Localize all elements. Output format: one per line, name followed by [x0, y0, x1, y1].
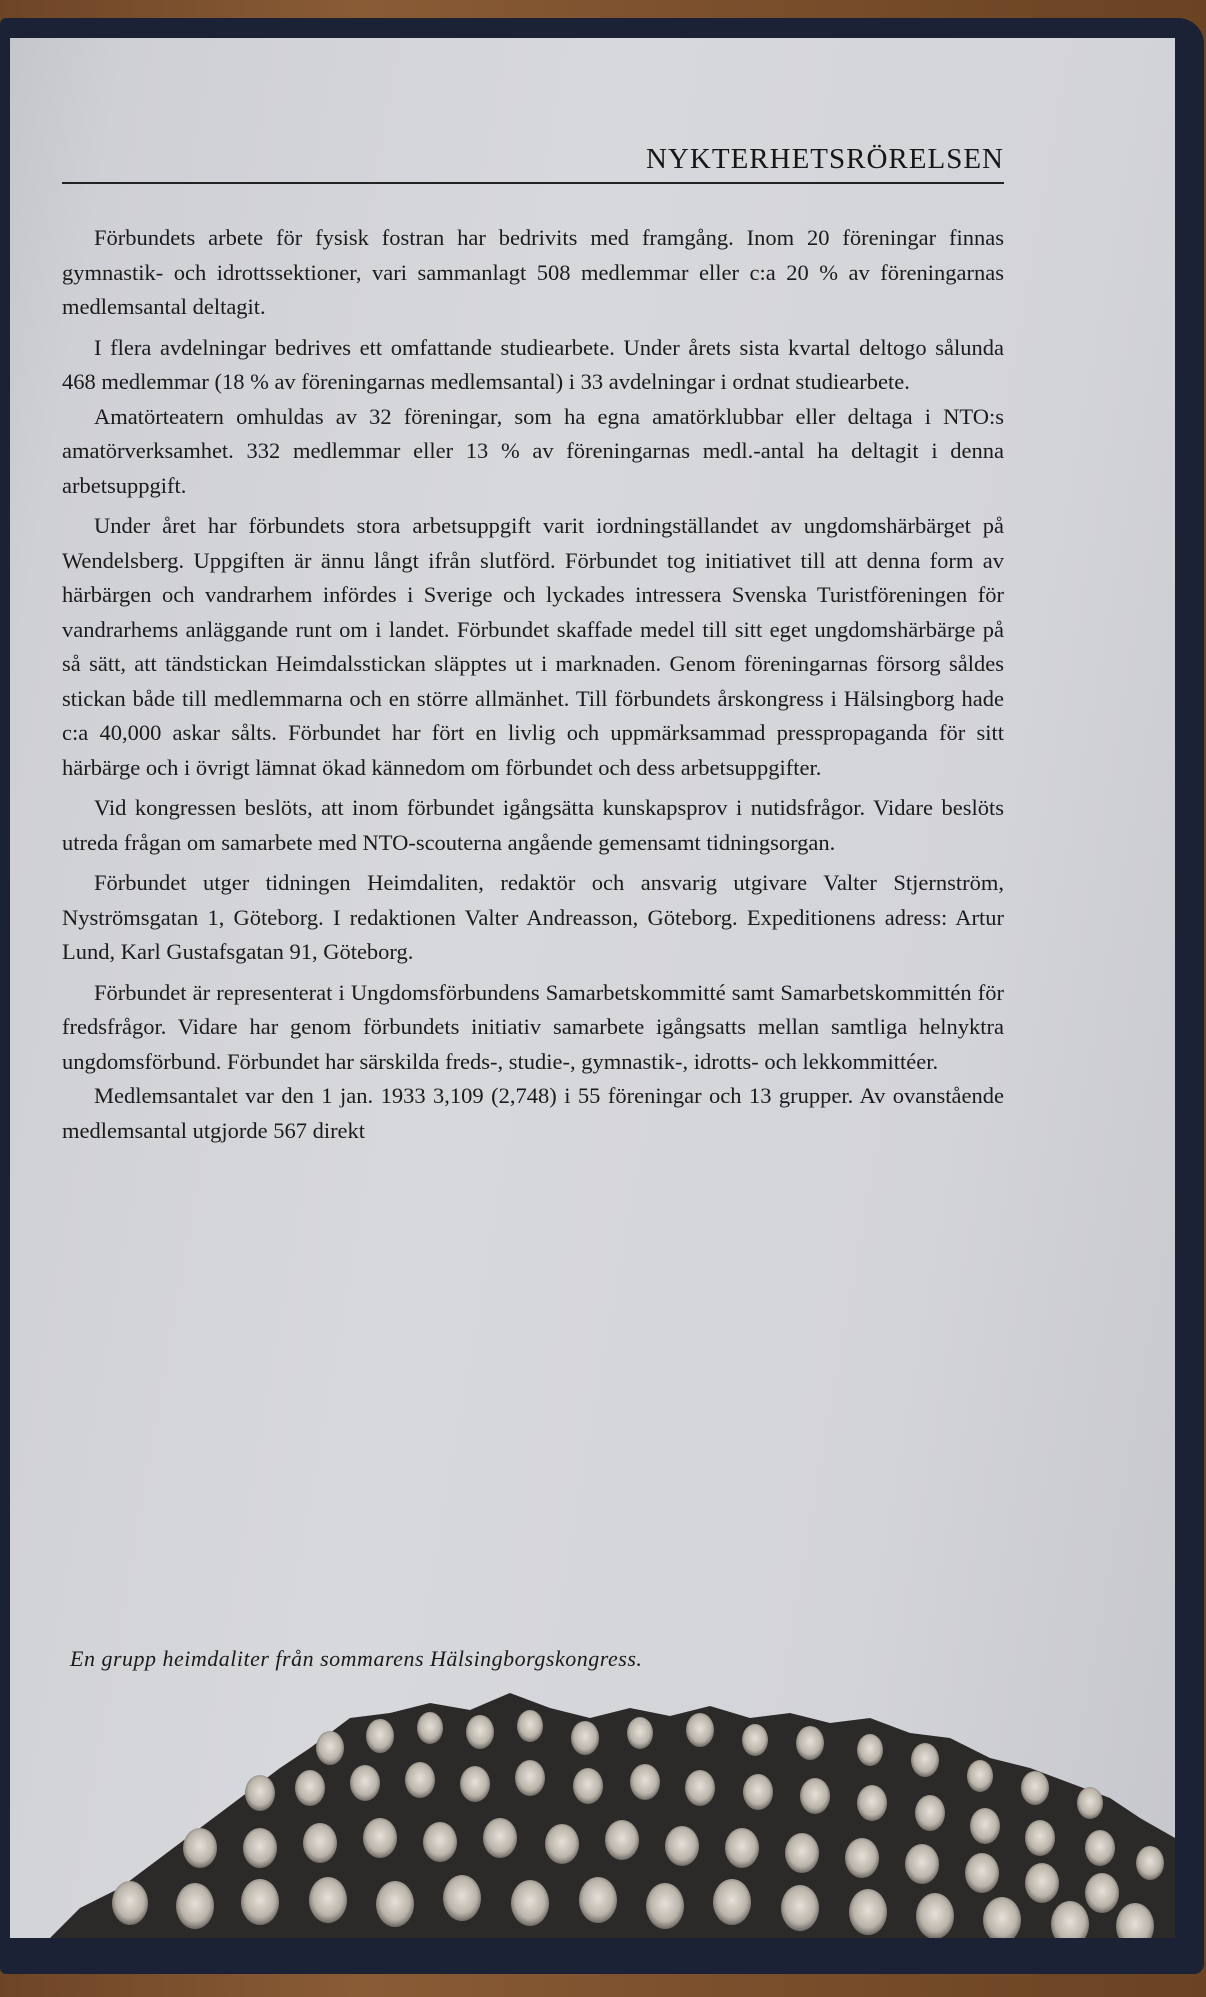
paragraph-tidningen: Förbundet utger tidningen Heimdaliten, redaktör och ansvarig utgivare Valter Stjernström, Nyströmsgatan 1, Göteborg. I redaktionen Valter Andreasson, Göteborg. Expeditionens adress: Artur Lund, Karl Gustafsgatan 91, Göteborg. — [62, 870, 1004, 964]
paragraph-medlemsantal: Medlemsantalet var den 1 jan. 1933 3,109 (2,748) i 55 föreningar och 13 grupper. Av ovanstående medlemsantal utgjorde 567 direkt — [62, 1083, 1004, 1143]
paragraph-samarbetskommitte: Förbundet är representerat i Ungdomsförbundens Samarbetskommitté samt Samarbetskommittén för fredsfrågor. Vidare har genom förbundets initiativ samarbete igångsatts mellan samtliga helnyktra ungdomsförbund. Förbundet har särskilda freds-, studie-, gymnastik-, idrotts- och lekkommittéer. — [62, 979, 1004, 1074]
paragraph-kongressen: Vid kongressen beslöts, att inom förbundet igångsätta kunskapsprov i nutidsfrågor. Vidare beslöts utreda frågan om samarbete med NTO-scouterna angående gemensamt tidningsorgan. — [62, 795, 1004, 855]
photo-caption: En grupp heimdaliter från sommarens Hälsingborgskongress. — [70, 1646, 643, 1671]
paragraph-studiearbete: I flera avdelningar bedrives ett omfattande studiearbete. Under årets sista kvartal deltogo sålunda 468 medlemmar (18 % av föreningarnas medlemsantal) i 33 avdelningar i ordnat studiearbete. — [62, 334, 1004, 394]
group-photo — [10, 1688, 1175, 1938]
paragraph-fysisk-fostran: Förbundets arbete för fysisk fostran har bedrivits med framgång. Inom 20 föreningar finnas gymnastik- och idrottssektioner, vari sammanlagt 508 medlemmar eller c:a 20 % av föreningarnas medlemsantal deltagit. — [62, 225, 1004, 319]
paragraph-ungdomsharbarge: Under året har förbundets stora arbetsuppgift varit iordningställandet av ungdomshärbärget på Wendelsberg. Uppgiften är ännu långt ifrån slutförd. Förbundet tog initiativet till att denna form av härbärgen och vandrarhem infördes i Sverige och lyckades intressera Svenska Turistföreningen för vandrarhems anläggande runt om i landet. Förbundet skaffade medel till sitt eget ungdomshärbärge på så sätt, att tändstickan Heimdalsstickan släpptes ut i marknaden. Genom föreningarnas försorg såldes stickan både till medlemmarna och en större allmänhet. Till förbundets årskongress i Hälsingborg hade c:a 40,000 askar sålts. Förbundet har fört en livlig och uppmärksammad presspropaganda för sitt härbärge och i övrigt lämnat ökad kännedom om förbundet och dess arbetsuppgifter. — [62, 513, 1004, 780]
book-page — [10, 38, 1175, 1938]
running-head — [62, 143, 1004, 184]
running-head-title: NYKTERHETSRÖRELSEN — [646, 143, 1004, 175]
article-body — [62, 221, 1004, 1148]
paragraph-amatorteater: Amatörteatern omhuldas av 32 föreningar, som ha egna amatörklubbar eller deltaga i NTO:s amatörverksamhet. 332 medlemmar eller 13 % av föreningarnas medl.-antal ha deltagit i denna arbetsuppgift. — [62, 403, 1004, 498]
